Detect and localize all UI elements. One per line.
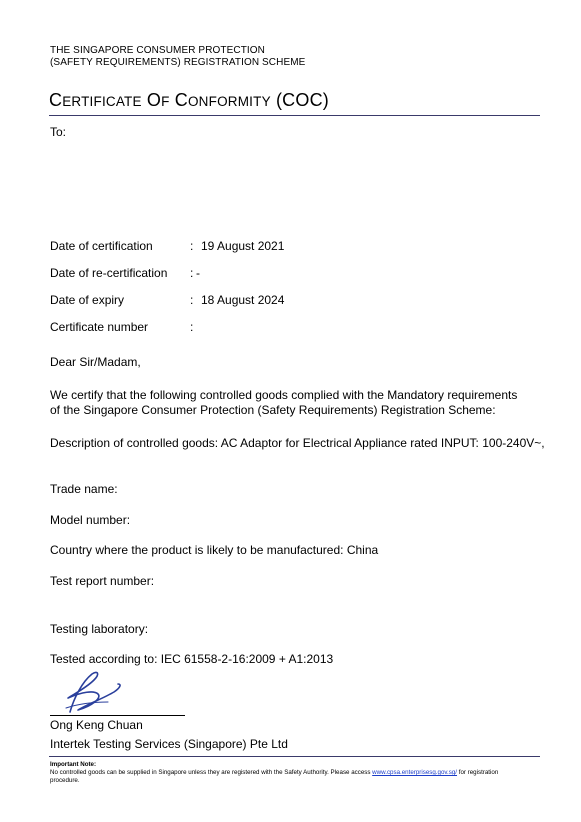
signature-line	[50, 715, 185, 716]
signatory-name: Ong Keng Chuan	[50, 718, 143, 732]
note-text-after: for registration	[457, 769, 499, 776]
scheme-name-line1: THE SINGAPORE CONSUMER PROTECTION	[50, 45, 265, 56]
date-colon: :	[190, 266, 194, 280]
test-report-number-label: Test report number:	[50, 574, 155, 588]
signature-image	[48, 668, 138, 718]
important-note-text-line2: procedure.	[50, 777, 80, 784]
date-label: Date of re-certification	[50, 266, 168, 280]
date-label: Date of expiry	[50, 293, 125, 307]
registration-link[interactable]: www.cpsa.enterprisesg.gov.sg/	[372, 769, 458, 776]
date-label: Date of certification	[50, 239, 153, 253]
test-standard: Tested according to: IEC 61558-2-16:2009 + A1:2013	[50, 652, 334, 666]
date-value: -	[196, 266, 200, 280]
scheme-name-line2: (SAFETY REQUIREMENTS) REGISTRATION SCHEME	[50, 57, 306, 68]
title-divider	[49, 115, 540, 116]
date-label: Certificate number	[50, 320, 149, 334]
to-label: To:	[50, 125, 67, 139]
trade-name-label: Trade name:	[50, 482, 118, 496]
date-value: 19 August 2021	[201, 239, 285, 253]
salutation: Dear Sir/Madam,	[50, 355, 141, 369]
country-of-manufacture: Country where the product is likely to be manufactured: China	[50, 543, 379, 557]
signatory-company: Intertek Testing Services (Singapore) Pte Ltd	[50, 737, 288, 751]
testing-laboratory-label: Testing laboratory:	[50, 622, 149, 636]
important-note-title: Important Note:	[50, 761, 97, 768]
important-note-text	[50, 769, 498, 777]
model-number-label: Model number:	[50, 513, 131, 527]
date-colon: :	[190, 239, 194, 253]
page-title: CERTIFICATE OF CONFORMITY (COC)	[49, 90, 329, 110]
certify-statement-line1: We certify that the following controlled goods complied with the Mandatory requirements	[50, 388, 518, 402]
goods-description: Description of controlled goods: AC Adaptor for Electrical Appliance rated INPUT: 100-240V~,	[50, 436, 545, 450]
date-value: 18 August 2024	[201, 293, 285, 307]
date-colon: :	[190, 293, 194, 307]
date-colon: :	[190, 320, 194, 334]
certify-statement-line2: of the Singapore Consumer Protection (Safety Requirements) Registration Scheme:	[50, 403, 496, 417]
note-text-before: No controlled goods can be supplied in Singapore unless they are registered with the Safety Authority. Please access	[50, 769, 373, 776]
footer-divider	[49, 756, 540, 757]
